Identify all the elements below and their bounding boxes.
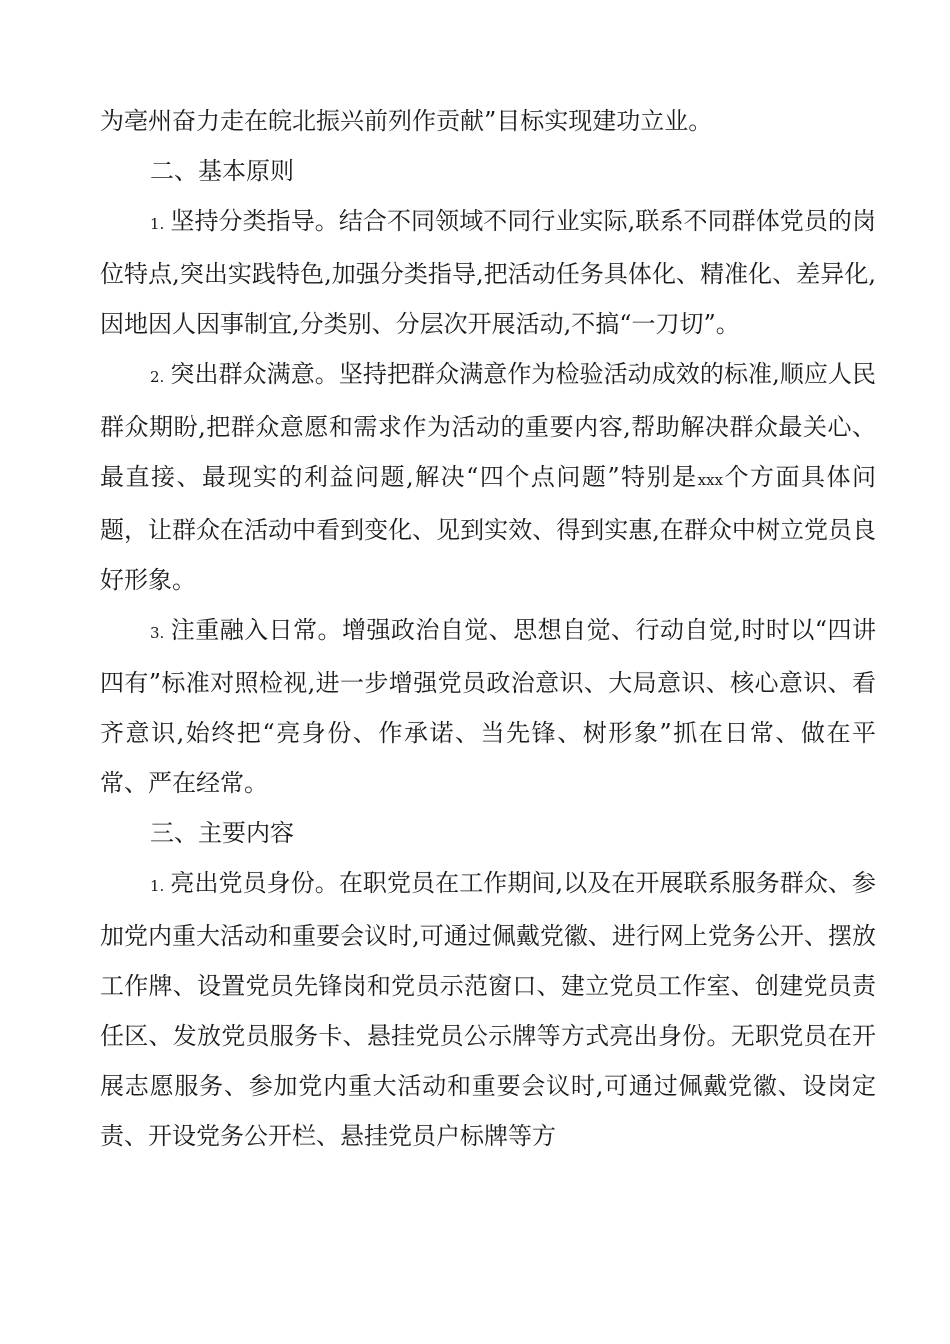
principle-2-text: 突出群众满意。坚持把群众满意作为检验活动成效的标准,顺应人民群众期盼,把群众意愿和需求作为活动的重要内容,帮助解决群众最关心、最直接、最现实的利益问题,解决“四个点问题”特别是 <box>100 360 876 491</box>
principle-3-number: 3. <box>150 624 165 642</box>
principle-3-text: 注重融入日常。增强政治自觉、思想自觉、行动自觉,时时以“四讲四有”标准对照检视,进一步增强党员政治意识、大局意识、核心意识、看齐意识,始终把“亮身份、作承诺、当先锋、树形象”抓在日常、做在平常、严在经常。 <box>100 616 876 797</box>
principle-2-text-after: 个方面具体问题，让群众在活动中看到变化、见到实效、得到实惠,在群众中树立党员良好形象。 <box>100 463 877 594</box>
document-page <box>100 96 876 1161</box>
principle-2-placeholder: xxx <box>697 471 724 489</box>
principle-2-number: 2. <box>150 368 165 386</box>
principle-3-paragraph <box>100 605 876 808</box>
principle-2-paragraph <box>100 349 876 605</box>
section-heading-basic-principles: 二、基本原则 <box>150 157 294 185</box>
content-1-number: 1. <box>150 877 165 895</box>
intro-tail-paragraph: 为亳州奋力走在皖北振兴前列作贡献”目标实现建功立业。 <box>100 107 713 135</box>
section-heading-main-content: 三、主要内容 <box>150 819 294 847</box>
principle-1-number: 1. <box>150 215 165 233</box>
principle-1-paragraph <box>100 196 876 349</box>
content-1-paragraph <box>100 858 876 1161</box>
content-1-text: 亮出党员身份。在职党员在工作期间,以及在开展联系服务群众、参加党内重大活动和重要会议时,可通过佩戴党徽、进行网上党务公开、摆放工作牌、设置党员先锋岗和党员示范窗口、建立党员工作室、创建党员责任区、发放党员服务卡、悬挂党员公示牌等方式亮出身份。无职党员在开展志愿服务、参加党内重大活动和重要会议时,可通过佩戴党徽、设岗定责、开设党务公开栏、悬挂党员户标牌等方 <box>100 869 876 1150</box>
principle-1-text: 坚持分类指导。结合不同领域不同行业实际,联系不同群体党员的岗位特点,突出实践特色,加强分类指导,把活动任务具体化、精准化、差异化,因地因人因事制宜,分类别、分层次开展活动,不搞“一刀切”。 <box>100 207 876 338</box>
